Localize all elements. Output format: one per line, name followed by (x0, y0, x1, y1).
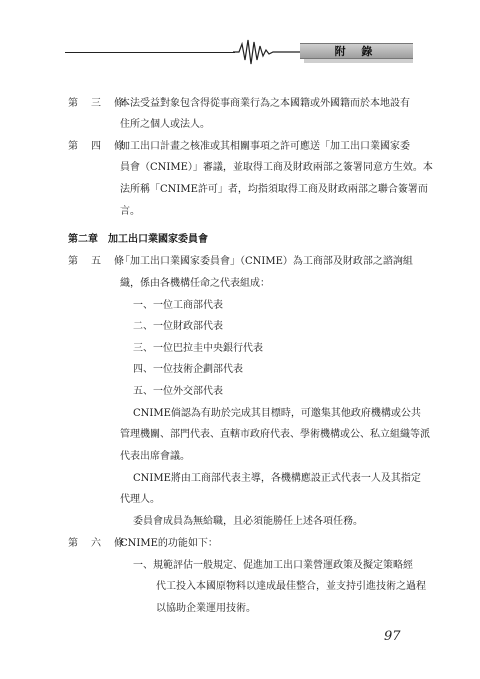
text-line: 管理機關、部門代表、直轄市政府代表、學術機構或公、私立組織等派 (120, 429, 430, 440)
article-3-text: 本法受益對象包含得從事商業行為之本國籍或外國籍而於本地設有 (120, 98, 410, 109)
tab-shadow (304, 59, 413, 63)
section-tab (300, 43, 413, 59)
text-line: 員會（CNIME）」審議，並取得工商及財政兩部之簽署同意方生效。本 (120, 162, 433, 173)
header-rule (65, 52, 235, 53)
text-line: 織，係由各機構任命之代表組成： (120, 278, 270, 289)
list-item: 一、規範評估一般規定、促進加工出口業營運政策及擬定策略經 (133, 560, 413, 571)
paragraph-line: CNIME將由工商部代表主導，各機構應設正式代表一人及其指定 (133, 473, 421, 484)
article-5-label: 第五條 (68, 256, 137, 267)
text-line: 代理人。 (120, 494, 160, 505)
chapter-heading: 第二章 加工出口業國家委員會 (68, 234, 208, 245)
article-4-text: 加工出口計畫之核准或其相關事項之許可應送「加工出口業國家委 (120, 141, 410, 152)
page-header (0, 0, 480, 70)
list-item: 四、一位技術企劃部代表 (133, 364, 243, 375)
list-item: 二、一位財政部代表 (133, 321, 223, 332)
page-number: 97 (384, 629, 401, 644)
text-line: 住所之個人或法人。 (120, 119, 210, 130)
article-6-text: CNIME的功能如下： (120, 538, 218, 549)
pulse-line-icon (233, 36, 303, 66)
article-3-label: 第三條 (68, 98, 137, 109)
paragraph-line: 委員會成員為無給職，且必須能勝任上述各項任務。 (133, 516, 363, 527)
list-item-continuation: 代工投入本國原物料以達成最佳整合，並支持引進技術之過程 (156, 581, 426, 592)
list-item: 三、一位巴拉圭中央銀行代表 (133, 343, 263, 354)
section-label: 附 錄 (334, 45, 379, 58)
text-line: 法所稱「CNIME許可」者，均指須取得工商及財政兩部之聯合簽署而 (120, 184, 428, 195)
article-6-label: 第六條 (68, 538, 137, 549)
list-item: 五、一位外交部代表 (133, 386, 223, 397)
text-line: 代表出席會議。 (120, 451, 190, 462)
list-item: 一、一位工商部代表 (133, 300, 223, 311)
paragraph-line: CNIME倘認為有助於完成其目標時，可邀集其他政府機構或公共 (133, 408, 421, 419)
text-line: 言。 (120, 206, 140, 217)
article-4-label: 第四條 (68, 141, 137, 152)
list-item-continuation: 以協助企業運用技術。 (156, 603, 256, 614)
article-5-text: 「加工出口業國家委員會」（CNIME）為工商部及財政部之諮詢組 (120, 256, 413, 267)
